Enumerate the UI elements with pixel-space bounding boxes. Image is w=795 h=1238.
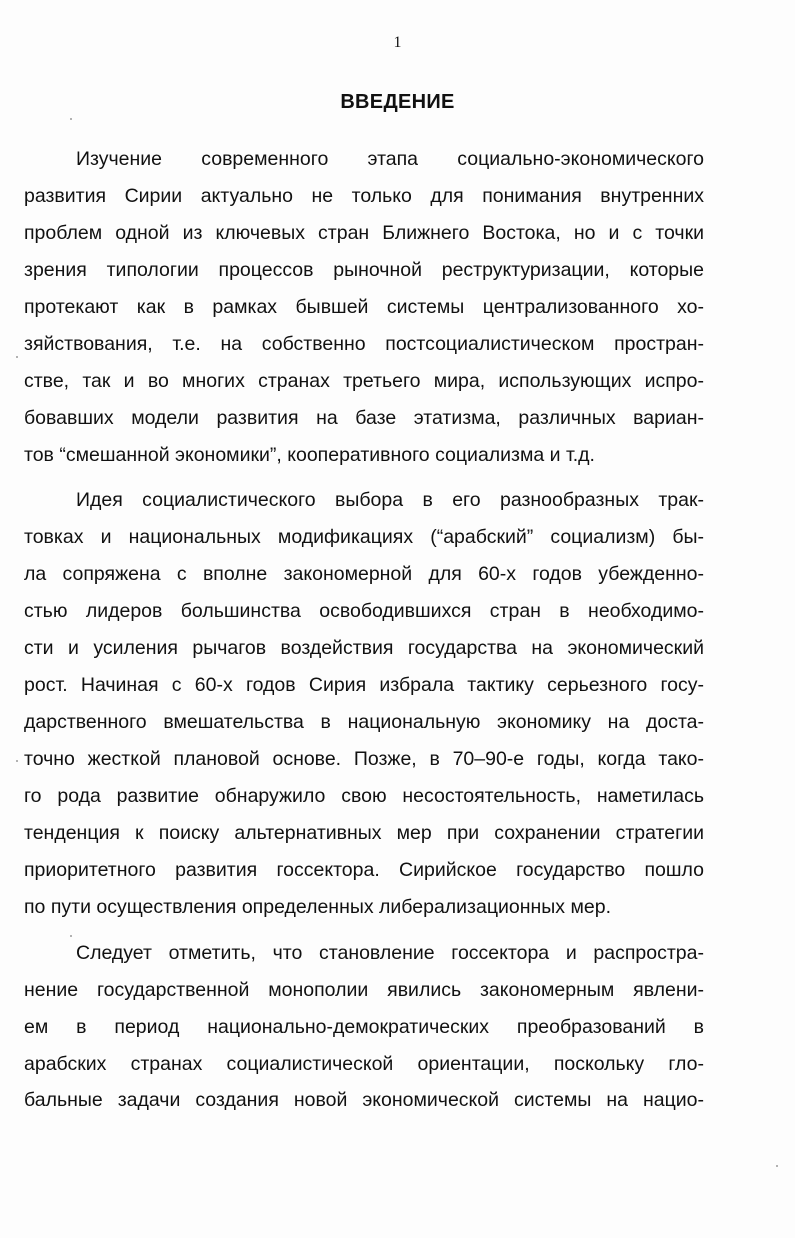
text-line: стве, так и во многих странах третьего мира, использующих испро-	[24, 369, 704, 392]
text-line: дарственного вмешательства в национальную экономику на доста-	[24, 711, 704, 734]
text-line: нение государственной монополии явились закономерным явлени-	[24, 978, 704, 1001]
text-line: по пути осуществления определенных либерализационных мер.	[24, 895, 611, 918]
text-line: арабских странах социалистической ориентации, поскольку гло-	[24, 1052, 704, 1075]
text-line: бовавших модели развития на базе этатизма, различных вариан-	[24, 406, 704, 429]
paragraph	[24, 935, 704, 1120]
text-line: развития Сирии актуально не только для понимания внутренних	[24, 184, 704, 207]
scan-speck	[16, 356, 18, 358]
text-line: Идея социалистического выбора в его разнообразных трак-	[76, 489, 704, 512]
text-line: рост. Начиная с 60-х годов Сирия избрала тактику серьезного госу-	[24, 674, 704, 697]
text-line: протекают как в рамках бывшей системы централизованного хо-	[24, 295, 704, 318]
text-line: ла сопряжена с вполне закономерной для 60-х годов убежденно-	[24, 563, 704, 586]
scan-speck	[70, 935, 72, 937]
scan-speck	[16, 760, 18, 762]
text-line: го рода развитие обнаружило свою несостоятельность, наметилась	[24, 784, 704, 807]
text-line: сти и усиления рычагов воздействия государства на экономический	[24, 637, 704, 660]
text-line: тенденция к поиску альтернативных мер при сохранении стратегии	[24, 821, 704, 844]
scan-speck	[70, 118, 72, 120]
text-line: тов “смешанной экономики”, кооперативного социализма и т.д.	[24, 443, 595, 466]
text-line: проблем одной из ключевых стран Ближнего Востока, но и с точки	[24, 221, 704, 244]
text-line: стью лидеров большинства освободившихся стран в необходимо-	[24, 600, 704, 623]
paragraph	[24, 141, 704, 473]
text-line: зрения типологии процессов рыночной реструктуризации, которые	[24, 258, 704, 281]
text-line: Следует отметить, что становление госсектора и распростра-	[76, 941, 704, 964]
text-line: зяйствования, т.е. на собственно постсоциалистическом простран-	[24, 332, 704, 355]
body-text	[24, 141, 704, 1128]
text-line: точно жесткой плановой основе. Позже, в 70–90-е годы, когда тако-	[24, 748, 704, 770]
text-line: бальные задачи создания новой экономической системы на нацио-	[24, 1089, 704, 1112]
scan-speck	[776, 1165, 778, 1167]
text-line: приоритетного развития госсектора. Сирийское государство пошло	[24, 858, 704, 881]
page-title: ВВЕДЕНИЕ	[340, 91, 455, 113]
page-number: 1	[393, 34, 402, 51]
text-line: товках и национальных модификациях (“арабский” социализм) бы-	[24, 526, 704, 549]
paragraph	[24, 482, 704, 925]
text-line: Изучение современного этапа социально-экономического	[76, 148, 704, 170]
text-line: ем в период национально-демократических преобразований в	[24, 1015, 704, 1038]
